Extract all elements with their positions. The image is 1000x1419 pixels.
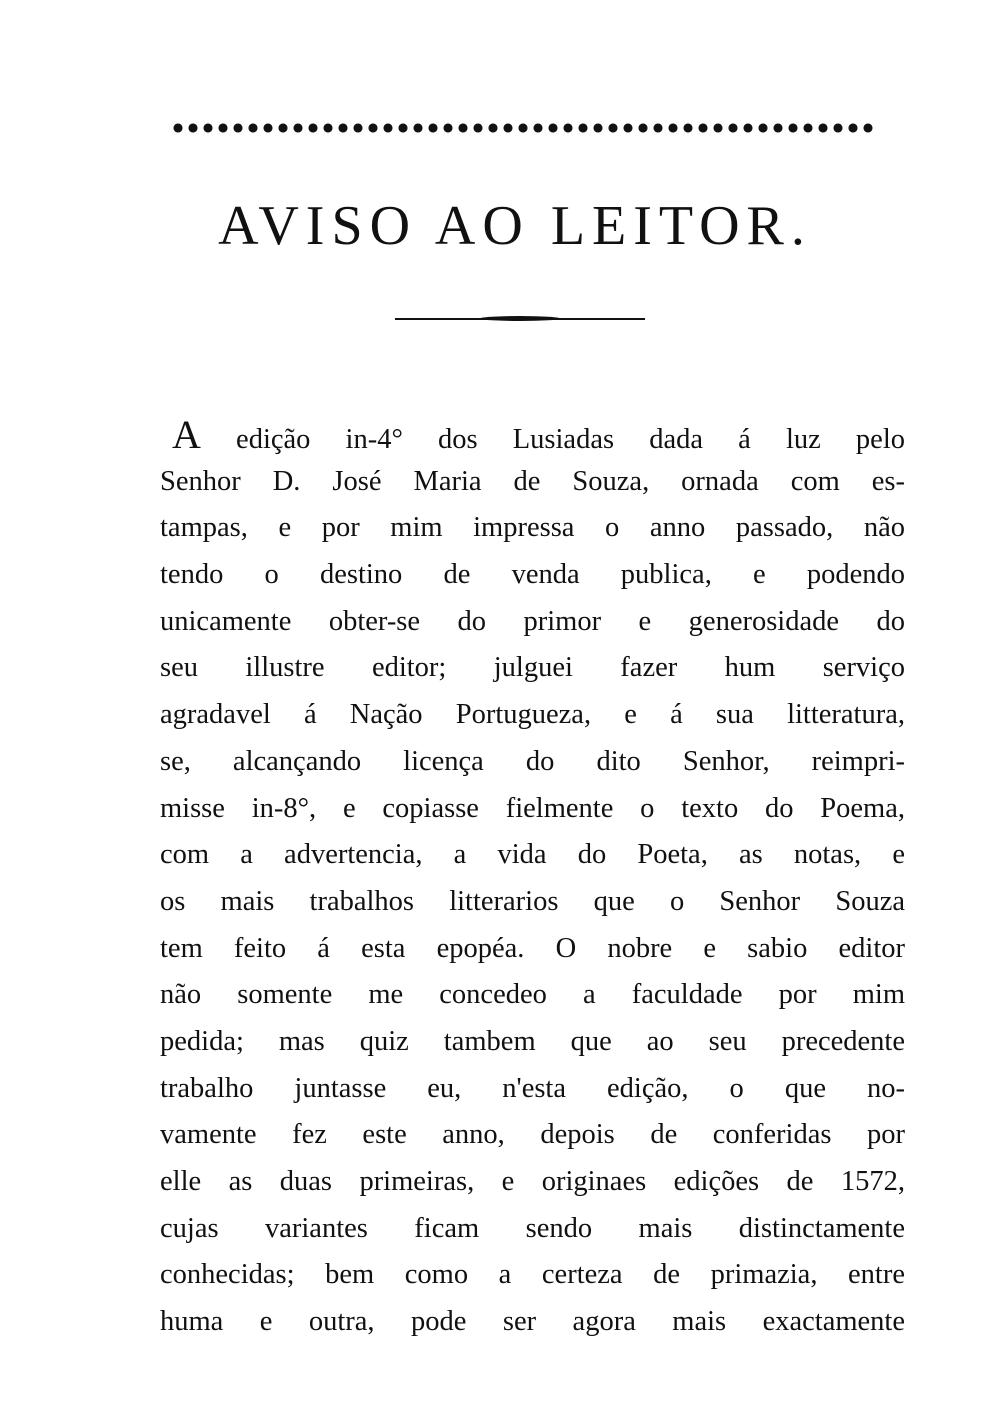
text-line: com a advertencia, a vida do Poeta, as notas, e — [160, 839, 905, 871]
text-line: tampas, e por mim impressa o anno passado, não — [160, 512, 905, 544]
text-line: Senhor D. José Maria de Souza, ornada com es- — [160, 465, 905, 497]
body-text — [160, 412, 905, 1346]
text-line: pedida; mas quiz tambem que ao seu precedente — [160, 1025, 905, 1057]
text-line: huma e outra, pode ser agora mais exactamente — [160, 1306, 905, 1338]
text-line: se, alcançando licença do dito Senhor, reimpri- — [160, 745, 905, 777]
text-line-content: edição in-4° dos Lusiadas dada á luz pelo — [200, 424, 905, 455]
text-line: seu illustre editor; julguei fazer hum serviço — [160, 652, 905, 684]
text-line: não somente me concedeo a faculdade por mim — [160, 979, 905, 1011]
text-line: cujas variantes ficam sendo mais distinctamente — [160, 1212, 905, 1244]
page-title: AVISO AO LEITOR. — [218, 195, 812, 257]
text-line: unicamente obter-se do primor e generosidade do — [160, 605, 905, 637]
text-line: conhecidas; bem como a certeza de primazia, entre — [160, 1259, 905, 1291]
text-line: elle as duas primeiras, e originaes edições de 1572, — [160, 1166, 905, 1197]
text-line: trabalho juntasse eu, n'esta edição, o que no- — [160, 1072, 905, 1104]
text-line: agradavel á Nação Portugueza, e á sua litteratura, — [160, 699, 905, 731]
text-line: os mais trabalhos litterarios que o Senhor Souza — [160, 885, 905, 917]
decorative-ornament-border — [172, 122, 878, 134]
text-line — [160, 412, 905, 459]
text-line: tem feito á esta epopéa. O nobre e sabio editor — [160, 932, 905, 964]
initial-letter: A — [172, 412, 201, 457]
text-line: tendo o destino de venda publica, e podendo — [160, 559, 905, 591]
decorative-rule — [395, 318, 645, 320]
text-line: vamente fez este anno, depois de conferidas por — [160, 1119, 905, 1151]
text-line: misse in-8°, e copiasse fielmente o texto do Poema, — [160, 792, 905, 824]
